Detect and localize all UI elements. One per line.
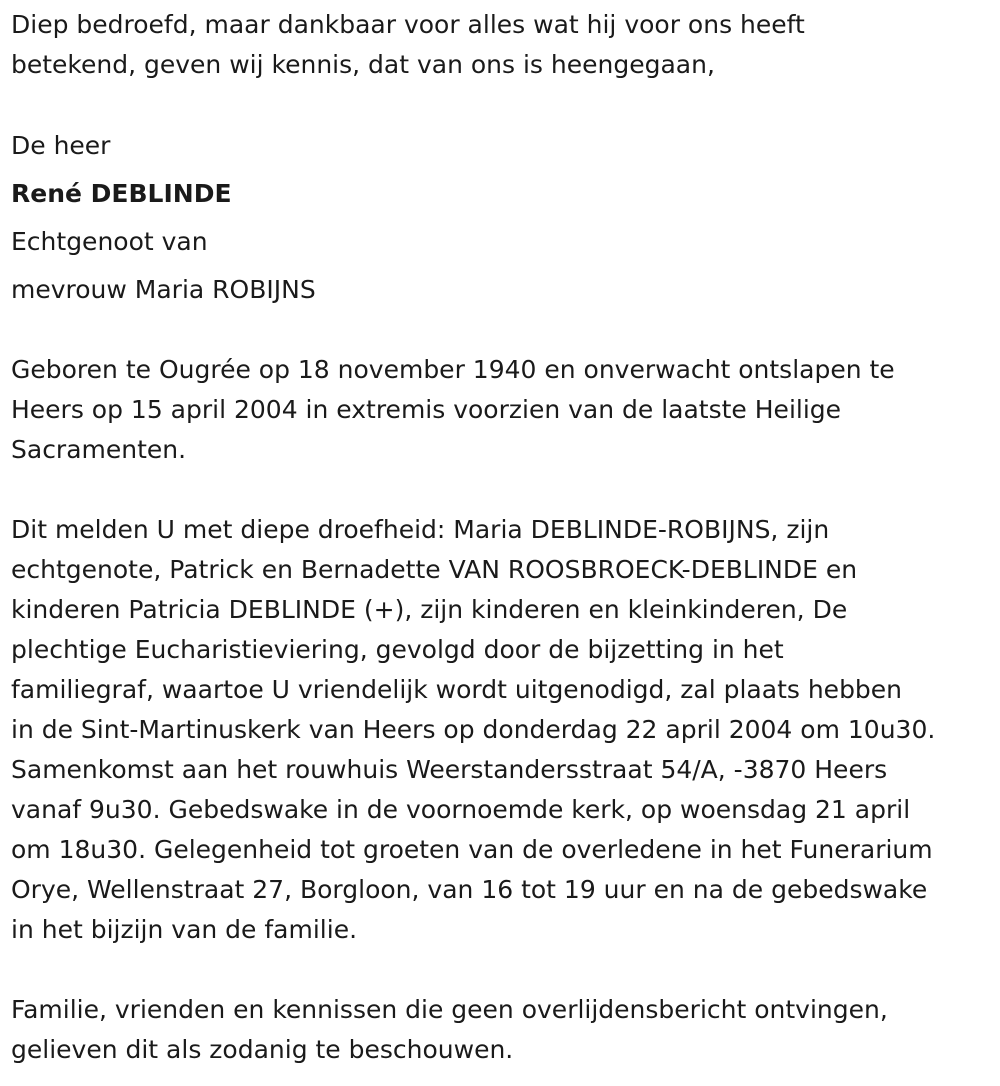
deceased-title: De heer bbox=[11, 131, 111, 160]
announcement-line: in het bijzijn van de familie. bbox=[11, 915, 358, 944]
announcement-line: in de Sint-Martinuskerk van Heers op donderdag 22 april 2004 om 10u30. bbox=[11, 715, 936, 744]
deceased-spouse: mevrouw Maria ROBIJNS bbox=[11, 275, 316, 304]
birth-death-paragraph bbox=[11, 350, 992, 470]
announcement-line: om 18u30. Gelegenheid tot groeten van de overledene in het Funerarium bbox=[11, 835, 933, 864]
announcement-line: Samenkomst aan het rouwhuis Weerstandersstraat 54/A, -3870 Heers bbox=[11, 755, 888, 784]
intro-paragraph bbox=[11, 5, 992, 85]
closing-line: Familie, vrienden en kennissen die geen overlijdensbericht ontvingen, bbox=[11, 995, 888, 1024]
announcement-line: Dit melden U met diepe droefheid: Maria DEBLINDE-ROBIJNS, zijn bbox=[11, 515, 830, 544]
intro-line: Diep bedroefd, maar dankbaar voor alles wat hij voor ons heeft bbox=[11, 10, 805, 39]
announcement-line: echtgenote, Patrick en Bernadette VAN ROOSBROECK-DEBLINDE en bbox=[11, 555, 858, 584]
closing-line: gelieven dit als zodanig te beschouwen. bbox=[11, 1035, 514, 1064]
closing-paragraph bbox=[11, 990, 992, 1070]
birth-death-line: Heers op 15 april 2004 in extremis voorzien van de laatste Heilige bbox=[11, 395, 842, 424]
intro-line: betekend, geven wij kennis, dat van ons is heengegaan, bbox=[11, 50, 715, 79]
birth-death-line: Geboren te Ougrée op 18 november 1940 en onverwacht ontslapen te bbox=[11, 355, 895, 384]
announcement-line: kinderen Patricia DEBLINDE (+), zijn kinderen en kleinkinderen, De bbox=[11, 595, 848, 624]
announcement-paragraph bbox=[11, 510, 992, 950]
announcement-line: familiegraf, waartoe U vriendelijk wordt uitgenodigd, zal plaats hebben bbox=[11, 675, 903, 704]
announcement-line: vanaf 9u30. Gebedswake in de voornoemde kerk, op woensdag 21 april bbox=[11, 795, 911, 824]
deceased-name: René DEBLINDE bbox=[11, 179, 232, 208]
deceased-relation: Echtgenoot van bbox=[11, 227, 208, 256]
announcement-line: plechtige Eucharistieviering, gevolgd door de bijzetting in het bbox=[11, 635, 784, 664]
announcement-line: Orye, Wellenstraat 27, Borgloon, van 16 tot 19 uur en na de gebedswake bbox=[11, 875, 928, 904]
birth-death-line: Sacramenten. bbox=[11, 435, 187, 464]
deceased-block bbox=[11, 122, 992, 314]
